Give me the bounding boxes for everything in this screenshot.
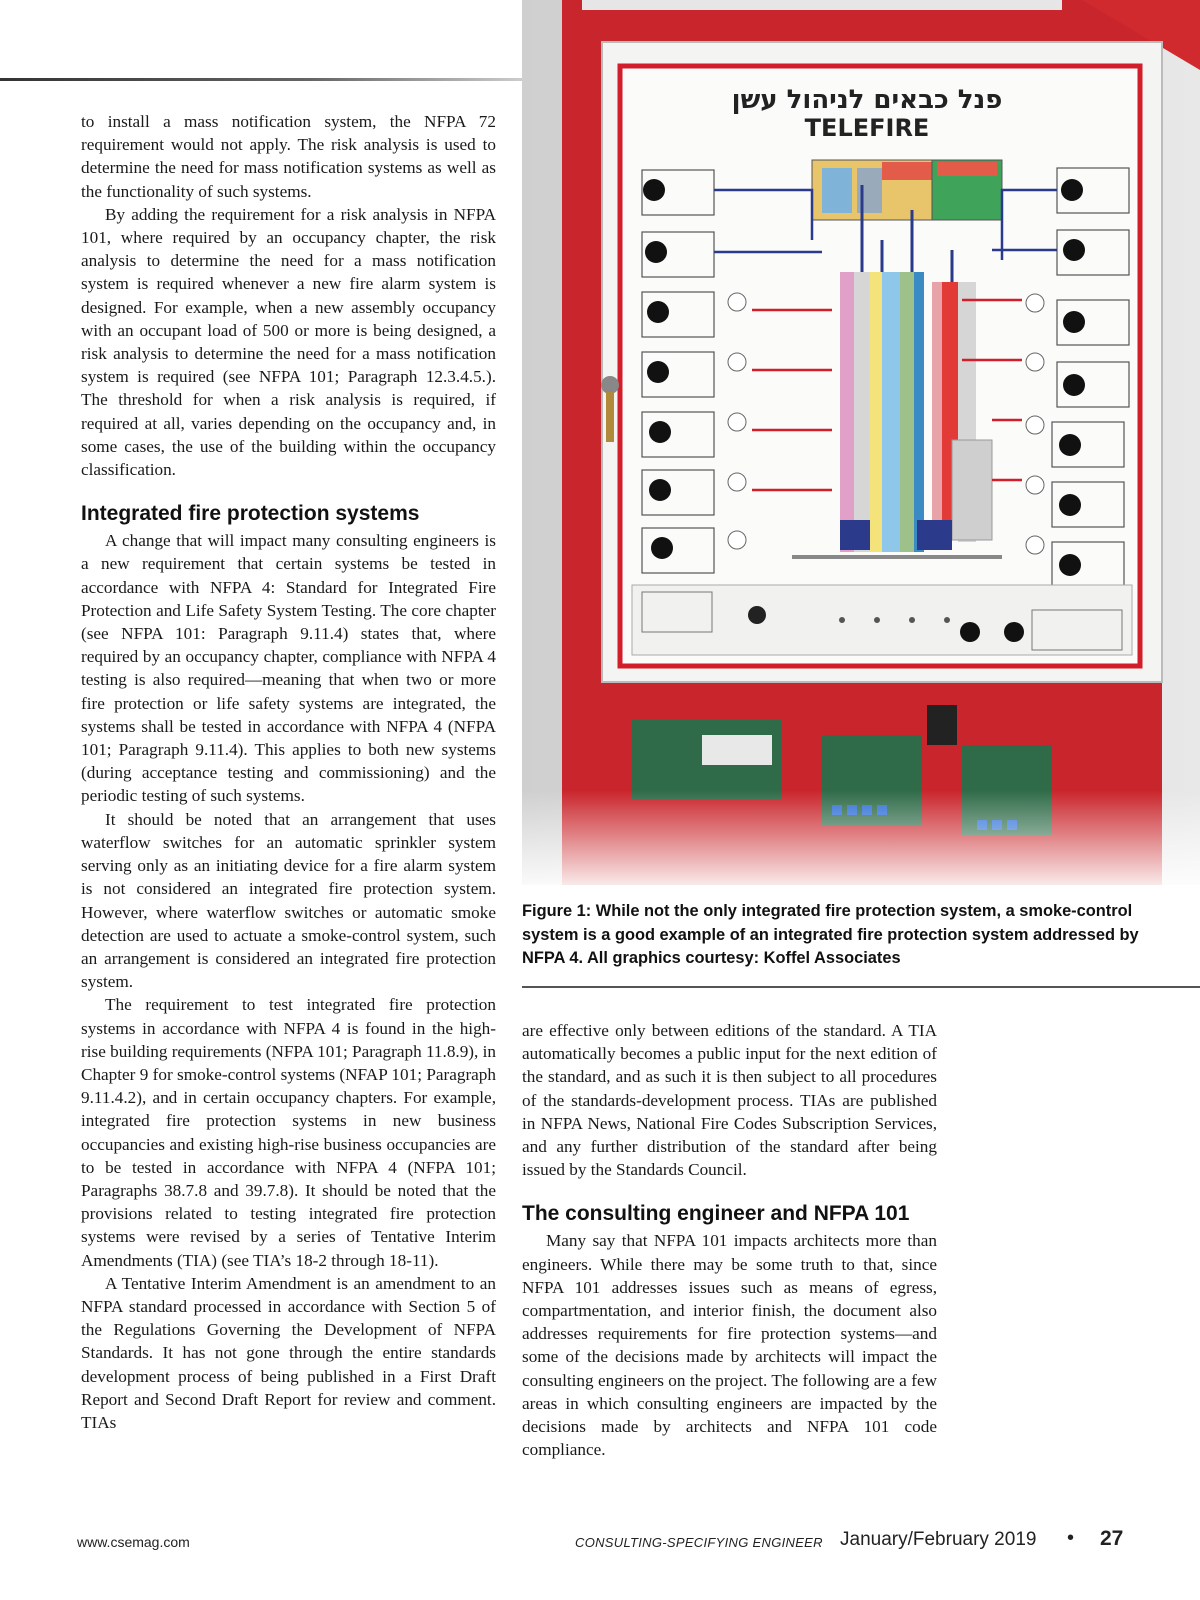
right-paragraph-2: Many say that NFPA 101 impacts architects more than engineers. While there may be some truth to that, since NFPA 101 addresses issues such as means of egress, compartmentation, and interior finish, the document also addresses requirements for fire protection systems—and some of the decisions made by architects will impact the consulting engineers on the project. The following are a few areas in which consulting engineers are impacted by the decisions made by architects and NFPA 101 code compliance. [522, 1231, 937, 1460]
left-column [81, 110, 496, 1434]
footer-website: www.csemag.com [77, 1534, 190, 1550]
section-heading-consulting: The consulting engineer and NFPA 101 [522, 1202, 910, 1226]
smoke-control-panel-illustration [522, 0, 1200, 885]
right-paragraph-1: are effective only between editions of the standard. A TIA automatically becomes a public input for the next edition of the standard, and as such it is then subject to all procedures of the standards-development process. TIAs are published in NFPA News, National Fire Codes Subscription Services, and any further distribution of the standard after being issued by the Standards Council. [522, 1021, 937, 1180]
footer-magazine-name: CONSULTING-SPECIFYING ENGINEER [575, 1535, 823, 1550]
panel-brand: TELEFIRE [804, 114, 930, 142]
left-paragraph-5: The requirement to test integrated fire protection systems in accordance with NFPA 4 is found in the high-rise building requirements (NFPA 101; Paragraph 11.8.9), in Chapter 9 for smoke-control systems (NFAP 101; Paragraph 9.11.4.2), and in certain occupancy chapters. For example, integrated fire protection systems in new business occupancies and existing high-rise business occupancies are to be tested in accordance with NFPA 4 (NFPA 101; Paragraphs 38.7.8 and 39.7.8). It should be noted that the provisions related to testing integrated fire protection systems were revised by a series of Tentative Interim Amendments (TIA) (see TIA’s 18-2 through 18-11). [81, 995, 496, 1270]
footer-page-number: 27 [1100, 1527, 1124, 1550]
left-paragraph-6: A Tentative Interim Amendment is an amendment to an NFPA standard processed in accordance with Section 5 of the Regulations Governing the Development of NFPA Standards. It has not gone through the entire standards development process of being published in a First Draft Report and Second Draft Report for review and comment. TIAs [81, 1273, 496, 1432]
right-column [522, 1019, 937, 1461]
top-rule [0, 78, 522, 81]
left-paragraph-3: A change that will impact many consulting engineers is a new requirement that certain systems be tested in accordance with NFPA 4: Standard for Integrated Fire Protection and Life Safety System Testing. The core chapter (see NFPA 101: Paragraph 9.11.4) states that, where required by an occupancy chapter, compliance with NFPA 4 testing is also required—meaning that when two or more fire protection or life safety systems are integrated, the systems shall be tested in accordance with NFPA 4 (NFPA 101; Paragraph 9.11.4). This applies to both new systems (during acceptance testing and commissioning) and the periodic testing of such systems. [81, 531, 496, 806]
caption-rule [522, 986, 1200, 988]
panel-title-hebrew: פנל כבאים לניהול עשן [731, 85, 1003, 115]
figure-photo [522, 0, 1200, 885]
footer-issue-date: January/February 2019 [840, 1529, 1037, 1550]
left-paragraph-1: to install a mass notification system, the NFPA 72 requirement would not apply. The risk analysis is used to determine the need for mass notification systems as well as the functionality of such systems. [81, 112, 496, 201]
left-paragraph-4: It should be noted that an arrangement that uses waterflow switches for an automatic sprinkler system serving only as an initiating device for a fire alarm system is not considered an integrated fire protection system. However, where waterflow switches or automatic smoke detection are used to actuate a smoke-control system, such an arrangement is considered an integrated fire protection system. [81, 809, 496, 992]
figure-caption: Figure 1: While not the only integrated fire protection system, a smoke-control system is a good example of an integrated fire protection system addressed by NFPA 4. All graphics courtesy: Koffel Associates [522, 902, 1139, 967]
section-heading-integrated: Integrated fire protection systems [81, 502, 420, 526]
footer-bullet: • [1067, 1527, 1075, 1549]
left-paragraph-2: By adding the requirement for a risk analysis in NFPA 101, where required by an occupancy chapter, the risk analysis to determine the need for a mass notification system is required whenever a new fire alarm system is designed. For example, when a new assembly occupancy with an occupant load of 500 or more is being designed, a risk analysis to determine the need for a mass notification system is required (see NFPA 101; Paragraph 12.3.4.5.). The threshold for when a risk analysis is required, if required at all, varies depending on the occupancy and, in some cases, the use of the building within the occupancy classification. [81, 204, 496, 480]
